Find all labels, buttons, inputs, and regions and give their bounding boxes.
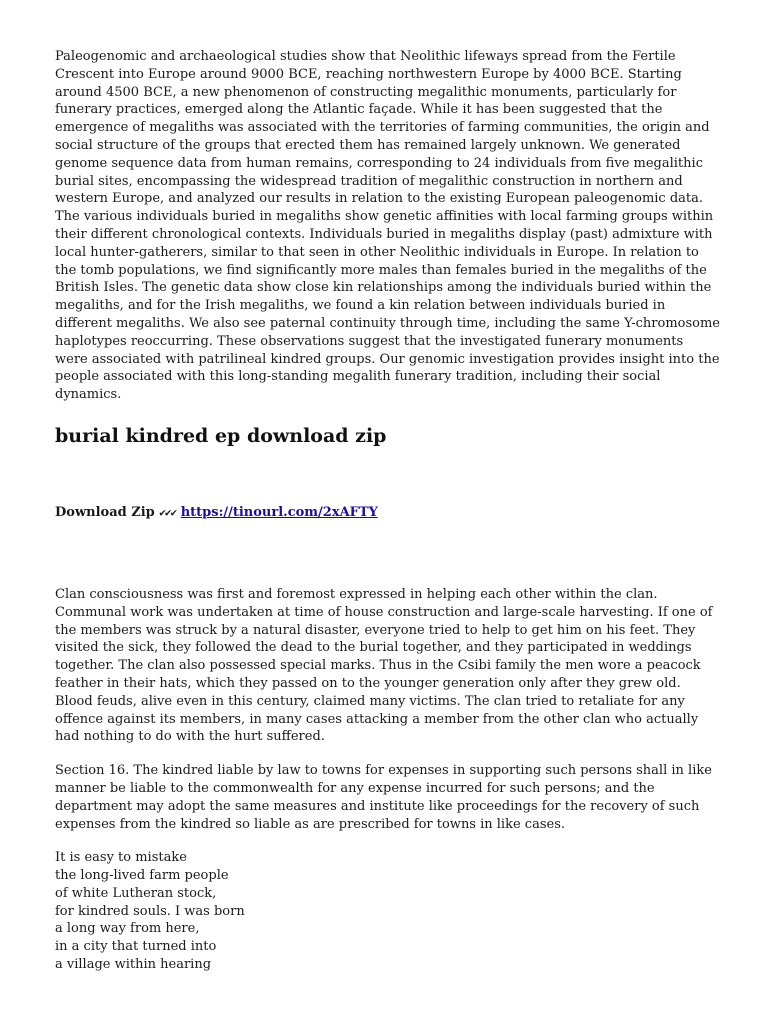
poem-line: of white Lutheran stock, xyxy=(55,885,217,901)
poem-line: in a city that turned into xyxy=(55,939,217,955)
clan-paragraph: Clan consciousness was first and foremost expressed in helping each other within the clan. Communal work was undertaken at time of house construction and large-scale harvesting. If one of the members was struck by a natural disaster, everyone tried to help to get him on his feet. They visited the sick, they followed the dead to the burial together, and they participated in weddings together. The clan also possessed special marks. Thus in the Csibi family the men wore a peacock feather in their hats, which they passed on to the younger generation only after they grew old. Blood feuds, alive even in this century, claimed many victims. The clan tried to retaliate for any offence against its members, in many cases attacking a member from the other clan who actually had nothing to do with the hurt suffered. xyxy=(55,586,713,745)
intro-paragraph: Paleogenomic and archaeological studies show that Neolithic lifeways spread from the Fertile Crescent into Europe around 9000 BCE, reaching northwestern Europe by 4000 BCE. Starting around 4500 BCE, a new phenomenon of constructing megalithic monuments, particularly for funerary practices, emerged along the Atlantic façade. While it has been suggested that the emergence of megaliths was associated with the territories of farming communities, the origin and social structure of the groups that erected them has remained largely unknown. We generated genome sequence data from human remains, corresponding to 24 individuals from five megalithic burial sites, encompassing the widespread tradition of megalithic construction in northern and western Europe, and analyzed our results in relation to the existing European paleogenomic data. The various individuals buried in megaliths show genetic affinities with local farming groups within their different chronological contexts. Individuals buried in megaliths display (past) admixture with local hunter-gatherers, similar to that seen in other Neolithic individuals in Europe. In relation to the tomb populations, we find significantly more males than females buried in the megaliths of the British Isles. The genetic data show close kin relationships among the individuals buried within the megaliths, and for the Irish megaliths, we found a kin relation between individuals buried in different megaliths. We also see paternal continuity through time, including the same Y-chromosome haplotypes reoccurring. These observations suggest that the investigated funerary monuments were associated with patrilineal kindred groups. Our genomic investigation provides insight into the people associated with this long-standing megalith funerary tradition, including their social dynamics. xyxy=(55,49,720,403)
download-arrows-icon: ✔✔✔ xyxy=(159,505,177,519)
poem-line: for kindred souls. I was born xyxy=(55,903,245,919)
poem-line: a village within hearing xyxy=(55,957,212,973)
download-line xyxy=(55,504,720,522)
poem-line: It is easy to mistake xyxy=(55,850,187,866)
document-page xyxy=(55,48,720,974)
poem xyxy=(55,849,720,974)
poem-line: the long-lived farm people xyxy=(55,868,229,884)
body-text xyxy=(55,586,720,974)
download-link[interactable]: https://tinourl.com/2xAFTY xyxy=(180,504,378,520)
download-label: Download Zip xyxy=(55,504,155,520)
page-heading: burial kindred ep download zip xyxy=(55,424,387,447)
section-16-paragraph: Section 16. The kindred liable by law to towns for expenses in supporting such persons shall in like manner be liable to the commonwealth for any expense incurred for such persons; and the department may adopt the same measures and institute like proceedings for the recovery of such expenses from the kindred so liable as are prescribed for towns in like cases. xyxy=(55,763,712,832)
poem-line: a long way from here, xyxy=(55,921,200,937)
